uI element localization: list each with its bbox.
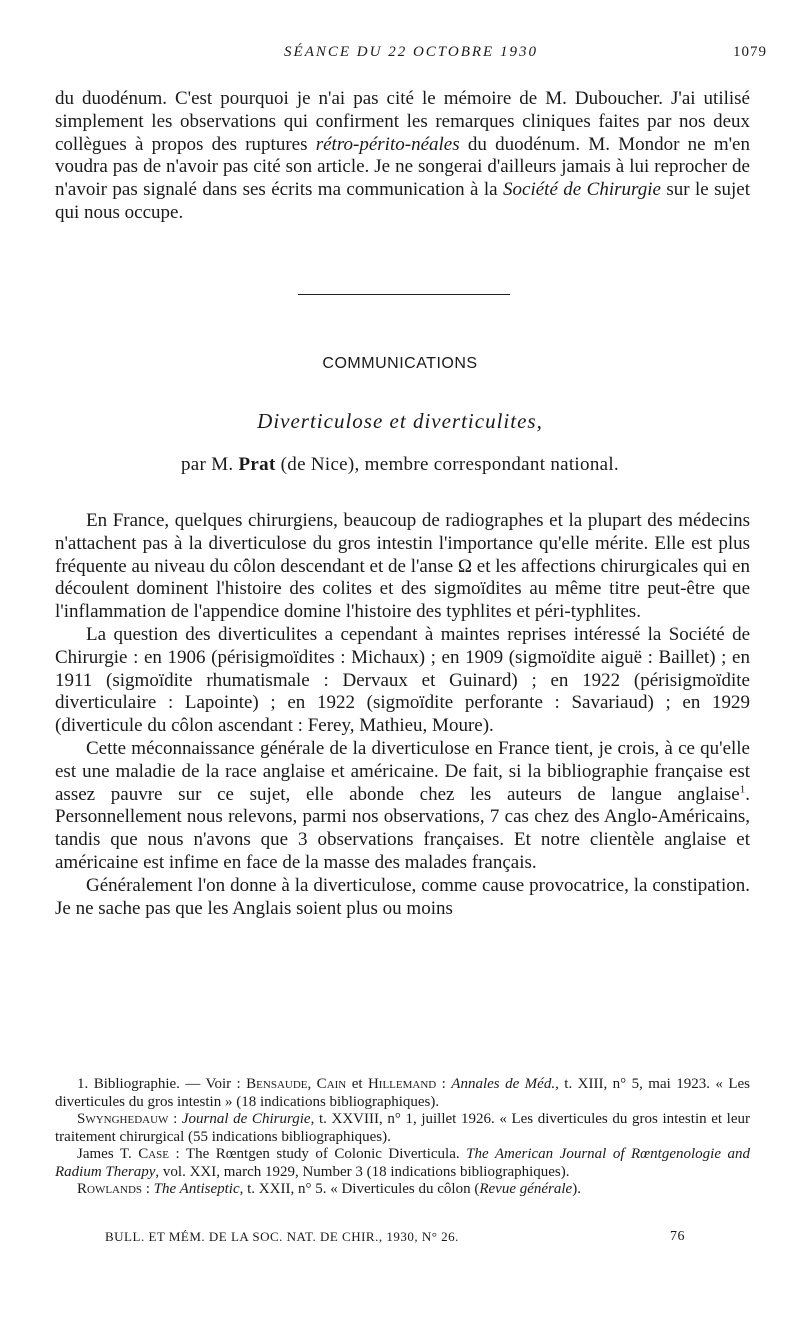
footnotes <box>55 1076 750 1199</box>
fn-author: Bensaude, Cain <box>246 1076 347 1092</box>
author-name: Prat <box>238 454 276 475</box>
paragraph-3-part: . Personnellement nous relevons, parmi nos observations, 7 cas chez des Anglo-Américains, tandis que nous n'avons que 3 observations françaises. Et notre clientèle anglaise et américaine est infime en face de la masse des malades français. <box>55 783 750 873</box>
fn-text: , t. XIII, n° 5, mai 1923. « Les diverticules du gros intestin » (18 indications bibliographiques). <box>55 1076 750 1110</box>
footnote-4 <box>55 1181 750 1199</box>
fn-text: , t. XXVIII, n° 1, juillet 1926. « Les diverticules du gros intestin et leur traitement chirurgical (55 indications bibliographiques). <box>55 1111 751 1145</box>
signature-number: 76 <box>670 1229 685 1244</box>
intro-paragraph <box>55 88 750 225</box>
article-title: Diverticulose et diverticulites, <box>257 409 543 433</box>
footnote-ref: 1 <box>739 783 746 796</box>
paragraph-2: La question des diverticulites a cependant à maintes reprises intéressé la Société de Chirurgie : en 1906 (périsigmoïdites : Michaux) ; en 1909 (sigmoïdite aiguë : Baillet) ; en 1911 (sigmoïdite rhumatismale : Dervaux et Guinard) ; en 1922 (périsigmoïdite diverticulaire : Lapointe) ; en 1922 (sigmoïdite perforante : Savariaud) ; en 1929 (diverticule du côlon ascendant : Ferey, Mathieu, Moure). <box>55 623 750 737</box>
byline-suffix: (de Nice), membre correspondant national. <box>275 454 619 475</box>
fn-text: : <box>142 1181 154 1197</box>
paragraph-3 <box>55 738 750 875</box>
intro-emphasis: Société de Chirurgie <box>503 179 661 201</box>
fn-text: : <box>436 1076 452 1092</box>
fn-author: Swynghedauw <box>77 1111 169 1127</box>
page-footer <box>55 1229 750 1249</box>
fn-text: , vol. XXI, march 1929, Number 3 (18 indications bibliographiques). <box>155 1163 570 1180</box>
fn-journal: The American Journal of Rœntgenologie and Radium Therapy <box>55 1146 750 1180</box>
paragraph-1: En France, quelques chirurgiens, beaucoup de radiographes et la plupart des médecins n'attachent pas à la diverticulose du gros intestin l'importance qu'elle mérite. Elle est plus fréquente au niveau du côlon descendant et de l'anse Ω et les affections chirurgicales qui en découlent dominent l'histoire des colites et des sigmoïdites au même titre peut-être que l'inflammation de l'appendice domine l'histoire des typhlites et péri-typhlites. <box>55 510 750 623</box>
article-byline <box>0 454 800 476</box>
fn-journal: Annales de Méd. <box>451 1076 556 1092</box>
journal-reference: BULL. ET MÉM. DE LA SOC. NAT. DE CHIR., 1930, N° 26. <box>105 1229 459 1244</box>
page-number: 1079 <box>733 44 767 60</box>
fn-text: , t. XXII, n° 5. « Diverticules du côlon ( <box>239 1181 480 1197</box>
intro-text <box>55 88 750 225</box>
section-divider <box>298 294 510 295</box>
footnote-3 <box>55 1146 750 1181</box>
paragraph-3-part: Cette méconnaissance générale de la diverticulose en France tient, je crois, à ce qu'elle est une maladie de la race anglaise et américaine. De fait, si la bibliographie française est assez pauvre sur ce sujet, elle abonde chez les auteurs de langue anglaise <box>55 737 750 805</box>
fn-journal: Revue générale <box>479 1181 573 1197</box>
fn-author: Hillemand <box>367 1076 437 1092</box>
section-title: COMMUNICATIONS <box>322 355 478 372</box>
fn-author: Case <box>138 1146 169 1162</box>
fn-journal: Journal de Chirurgie <box>181 1111 311 1127</box>
fn-text: et <box>346 1076 368 1092</box>
fn-text: : The Rœntgen study of Colonic Diverticula. <box>169 1146 467 1162</box>
intro-part: sur le sujet qui nous occupe. <box>55 179 750 223</box>
footnote-1 <box>55 1076 750 1111</box>
byline-prefix: par M. <box>181 454 239 475</box>
intro-part: du duodénum. C'est pourquoi je n'ai pas cité le mémoire de M. Duboucher. J'ai utilisé simplement les observations qui confirment les remarques cliniques faites par nos deux collègues à propos des ruptures <box>55 88 750 155</box>
fn-author: Rowlands <box>77 1181 142 1197</box>
fn-text: : <box>168 1111 182 1127</box>
fn-text: James T. <box>77 1146 139 1162</box>
fn-journal: The Antiseptic <box>153 1181 240 1197</box>
running-head-title: SÉANCE DU 22 OCTOBRE 1930 <box>284 44 538 60</box>
running-head <box>55 44 767 66</box>
fn-text: ). <box>572 1181 581 1197</box>
intro-emphasis: rétro-périto-néales <box>315 133 460 155</box>
footnote-2 <box>55 1111 750 1146</box>
article-body <box>55 510 750 920</box>
fn-text: 1. Bibliographie. — Voir : <box>77 1076 247 1092</box>
paragraph-4: Généralement l'on donne à la diverticulose, comme cause provocatrice, la constipation. Je ne sache pas que les Anglais soient plus ou moins <box>55 874 750 919</box>
intro-part: du duodénum. M. Mondor ne m'en voudra pas de n'avoir pas cité son article. Je ne songerai d'ailleurs jamais à lui reprocher de n'avoir pas signalé dans ses écrits ma communication à la <box>55 133 750 201</box>
